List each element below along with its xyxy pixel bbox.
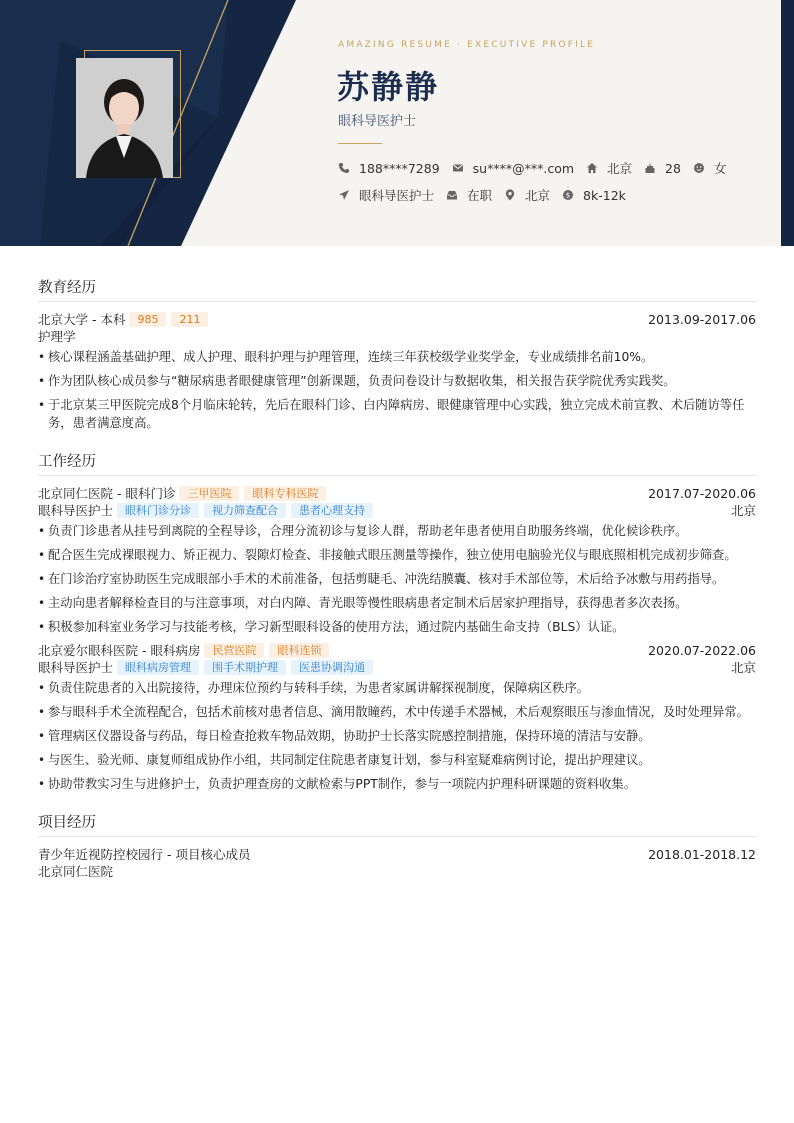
bullet-item: • 负责住院患者的入出院接待，办理床位预约与转科手续，为患者家属讲解探视制度，保障病区秩序。 [38, 679, 756, 697]
gender-icon [693, 162, 705, 174]
header-right-bar [781, 0, 794, 246]
education-entry [38, 311, 756, 432]
contact-phone: 188****7289 [338, 161, 440, 176]
cake-icon [644, 162, 656, 174]
bullet-item: • 协助带教实习生与进修护士，负责护理查房的文献检索与PPT制作，参与一项院内护理科研课题的资料收集。 [38, 775, 756, 793]
work-org: 北京同仁医院 - 眼科门诊 [38, 486, 176, 501]
project-date: 2018.01-2018.12 [648, 847, 756, 862]
contact-status: 在职 [446, 186, 492, 204]
contact-row-secondary [338, 186, 638, 204]
bullet-item: • 管理病区仪器设备与药品，每日检查抢救车物品效期，协助护士长落实院感控制措施，保持环境的清洁与安静。 [38, 727, 756, 745]
work-entry [38, 485, 756, 636]
candidate-name: 苏静静 [337, 68, 440, 106]
resume-header [0, 0, 794, 246]
contact-target-position: 眼科导医护士 [338, 186, 434, 204]
work-section [38, 450, 756, 793]
education-bullets [38, 348, 756, 432]
work-city: 北京 [730, 660, 756, 675]
profile-photo [76, 58, 173, 178]
inbox-icon [446, 189, 458, 201]
contact-age: 28 [644, 161, 681, 176]
bullet-item: • 配合医生完成裸眼视力、矫正视力、裂隙灯检查、非接触式眼压测量等操作，独立使用电脑验光仪与眼底照相机完成初步筛查。 [38, 546, 756, 564]
contact-target-city: 北京 [504, 186, 550, 204]
project-entry [38, 846, 756, 880]
work-role: 眼科导医护士 [38, 503, 114, 518]
work-date: 2017.07-2020.06 [648, 486, 756, 501]
org-tag: 三甲医院 [179, 486, 239, 501]
bullet-item: • 参与眼科手术全流程配合，包括术前核对患者信息、滴用散瞳药，术中传递手术器械，术后观察眼压与渗血情况，及时处理异常。 [38, 703, 756, 721]
location-icon [504, 189, 516, 201]
role-tag: 视力筛查配合 [204, 503, 286, 518]
bullet-item: • 与医生、验光师、康复师组成协作小组，共同制定住院患者康复计划，参与科室疑难病例讨论，提出护理建议。 [38, 751, 756, 769]
header-tagline: AMAZING RESUME · EXECUTIVE PROFILE [338, 40, 596, 50]
contact-gender: 女 [693, 159, 727, 177]
bullet-item: • 主动向患者解释检查目的与注意事项，对白内障、青光眼等慢性眼病患者定制术后居家护理指导，获得患者多次表扬。 [38, 594, 756, 612]
org-tag: 眼科连锁 [269, 643, 329, 658]
education-section [38, 276, 756, 432]
project-name: 青少年近视防控校园行 - 项目核心成员 [38, 847, 251, 862]
role-tag: 围手术期护理 [204, 660, 286, 675]
section-title: 教育经历 [38, 276, 756, 302]
section-title: 工作经历 [38, 450, 756, 476]
mail-icon [452, 162, 464, 174]
education-date: 2013.09-2017.06 [648, 312, 756, 327]
work-org: 北京爱尔眼科医院 - 眼科病房 [38, 643, 201, 658]
education-major: 护理学 [38, 329, 76, 344]
salary-icon [562, 189, 574, 201]
project-section [38, 811, 756, 880]
send-icon [338, 189, 350, 201]
bullet-item: • 积极参加科室业务学习与技能考核，学习新型眼科设备的使用方法，通过院内基础生命支持（BLS）认证。 [38, 618, 756, 636]
contact-hometown: 北京 [586, 159, 632, 177]
phone-icon [338, 162, 350, 174]
bullet-item: • 作为团队核心成员参与“糖尿病患者眼健康管理”创新课题，负责问卷设计与数据收集，相关报告获学院优秀实践奖。 [38, 372, 756, 390]
org-tag: 民营医院 [204, 643, 264, 658]
bullet-item: • 在门诊治疗室协助医生完成眼部小手术的术前准备，包括剪睫毛、冲洗结膜囊、核对手术部位等，术后给予冰敷与用药指导。 [38, 570, 756, 588]
school-tag: 211 [171, 312, 208, 327]
school-name: 北京大学 - 本科 [38, 312, 126, 327]
role-tag: 眼科病房管理 [117, 660, 199, 675]
section-title: 项目经历 [38, 811, 756, 837]
role-tag: 医患协调沟通 [291, 660, 373, 675]
work-bullets [38, 522, 756, 636]
contact-salary: $ 8k-12k [562, 188, 626, 203]
candidate-title: 眼科导医护士 [338, 114, 417, 129]
role-tag: 眼科门诊分诊 [117, 503, 199, 518]
work-entry [38, 642, 756, 793]
work-date: 2020.07-2022.06 [648, 643, 756, 658]
work-city: 北京 [730, 503, 756, 518]
project-org: 北京同仁医院 [38, 864, 114, 879]
home-icon [586, 162, 598, 174]
header-divider [338, 143, 382, 144]
bullet-item: • 负责门诊患者从挂号到离院的全程导诊，合理分流初诊与复诊人群，帮助老年患者使用自助服务终端，优化候诊秩序。 [38, 522, 756, 540]
bullet-item: • 于北京某三甲医院完成8个月临床轮转，先后在眼科门诊、白内障病房、眼健康管理中心实践，独立完成术前宣教、术后随访等任务，患者满意度高。 [38, 396, 756, 432]
svg-text:$: $ [565, 191, 571, 200]
work-role: 眼科导医护士 [38, 660, 114, 675]
org-tag: 眼科专科医院 [244, 486, 326, 501]
resume-content [38, 276, 756, 898]
work-bullets [38, 679, 756, 793]
school-tag: 985 [129, 312, 166, 327]
bullet-item: • 核心课程涵盖基础护理、成人护理、眼科护理与护理管理，连续三年获校级学业奖学金，专业成绩排名前10%。 [38, 348, 756, 366]
contact-email: su****@***.com [452, 161, 574, 176]
contact-row-primary [338, 159, 738, 177]
role-tag: 患者心理支持 [291, 503, 373, 518]
